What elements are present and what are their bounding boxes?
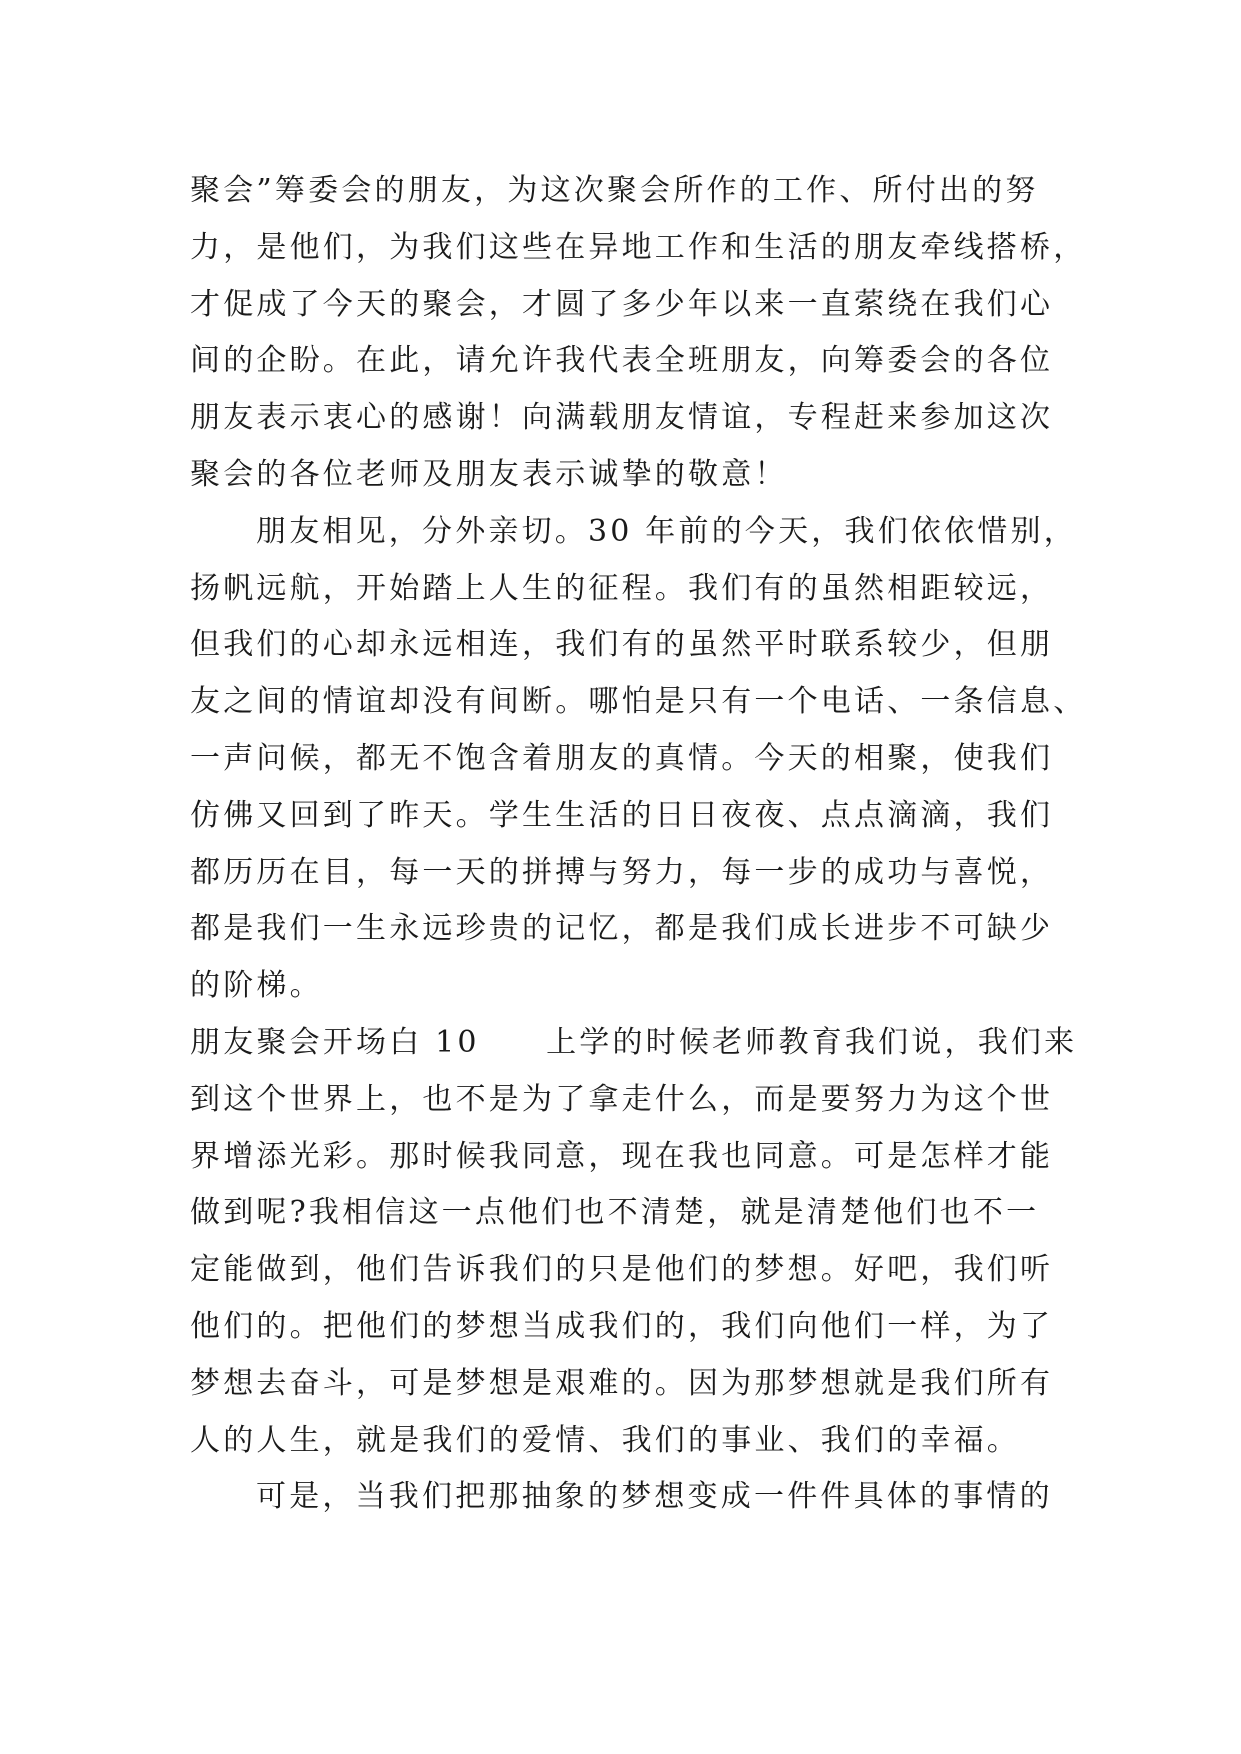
text-line: 朋友聚会开场白 10 上学的时候老师教育我们说，我们来 (190, 1024, 1078, 1060)
text-line: 扬帆远航，开始踏上人生的征程。我们有的虽然相距较远， (190, 570, 1054, 606)
text-line: 间的企盼。在此，请允许我代表全班朋友，向筹委会的各位 (190, 343, 1054, 379)
text-line: 朋友相见，分外亲切。30 年前的今天，我们依依惜别， (256, 513, 1077, 549)
text-line: 梦想去奋斗，可是梦想是艰难的。因为那梦想就是我们所有 (190, 1365, 1054, 1401)
text-line: 但我们的心却永远相连，我们有的虽然平时联系较少，但朋 (190, 627, 1054, 663)
text-line: 朋友表示衷心的感谢！向满载朋友情谊，专程赶来参加这次 (190, 400, 1054, 436)
text-line: 一声问候，都无不饱含着朋友的真情。今天的相聚，使我们 (190, 740, 1054, 776)
paragraph (190, 163, 1087, 504)
document-body (190, 163, 1087, 1526)
text-line: 定能做到，他们告诉我们的只是他们的梦想。好吧，我们听 (190, 1252, 1054, 1288)
text-line: 力，是他们，为我们这些在异地工作和生活的朋友牵线搭桥， (190, 229, 1087, 265)
text-line: 人的人生，就是我们的爱情、我们的事业、我们的幸福。 (190, 1422, 1020, 1458)
text-line: 做到呢?我相信这一点他们也不清楚，就是清楚他们也不一 (190, 1195, 1040, 1231)
text-line: 界增添光彩。那时候我同意，现在我也同意。可是怎样才能 (190, 1138, 1054, 1174)
paragraph (190, 504, 1087, 1015)
text-line: 可是，当我们把那抽象的梦想变成一件件具体的事情的 (256, 1479, 1053, 1515)
text-line: 到这个世界上，也不是为了拿走什么，而是要努力为这个世 (190, 1081, 1054, 1117)
text-line: 的阶梯。 (190, 968, 323, 1004)
text-line: 他们的。把他们的梦想当成我们的，我们向他们一样，为了 (190, 1308, 1054, 1344)
text-line: 都是我们一生永远珍贵的记忆，都是我们成长进步不可缺少 (190, 911, 1054, 947)
text-line: 都历历在目，每一天的拼搏与努力，每一步的成功与喜悦， (190, 854, 1054, 890)
paragraph (190, 1015, 1078, 1469)
text-line: 才促成了今天的聚会，才圆了多少年以来一直萦绕在我们心 (190, 286, 1054, 322)
text-line: 聚会的各位老师及朋友表示诚挚的敬意！ (190, 456, 788, 492)
paragraph (190, 1469, 1070, 1526)
text-line: 聚会”筹委会的朋友，为这次聚会所作的工作、所付出的努 (190, 173, 1039, 208)
text-line: 仿佛又回到了昨天。学生生活的日日夜夜、点点滴滴，我们 (190, 797, 1054, 833)
text-line: 友之间的情谊却没有间断。哪怕是只有一个电话、一条信息、 (190, 684, 1087, 720)
